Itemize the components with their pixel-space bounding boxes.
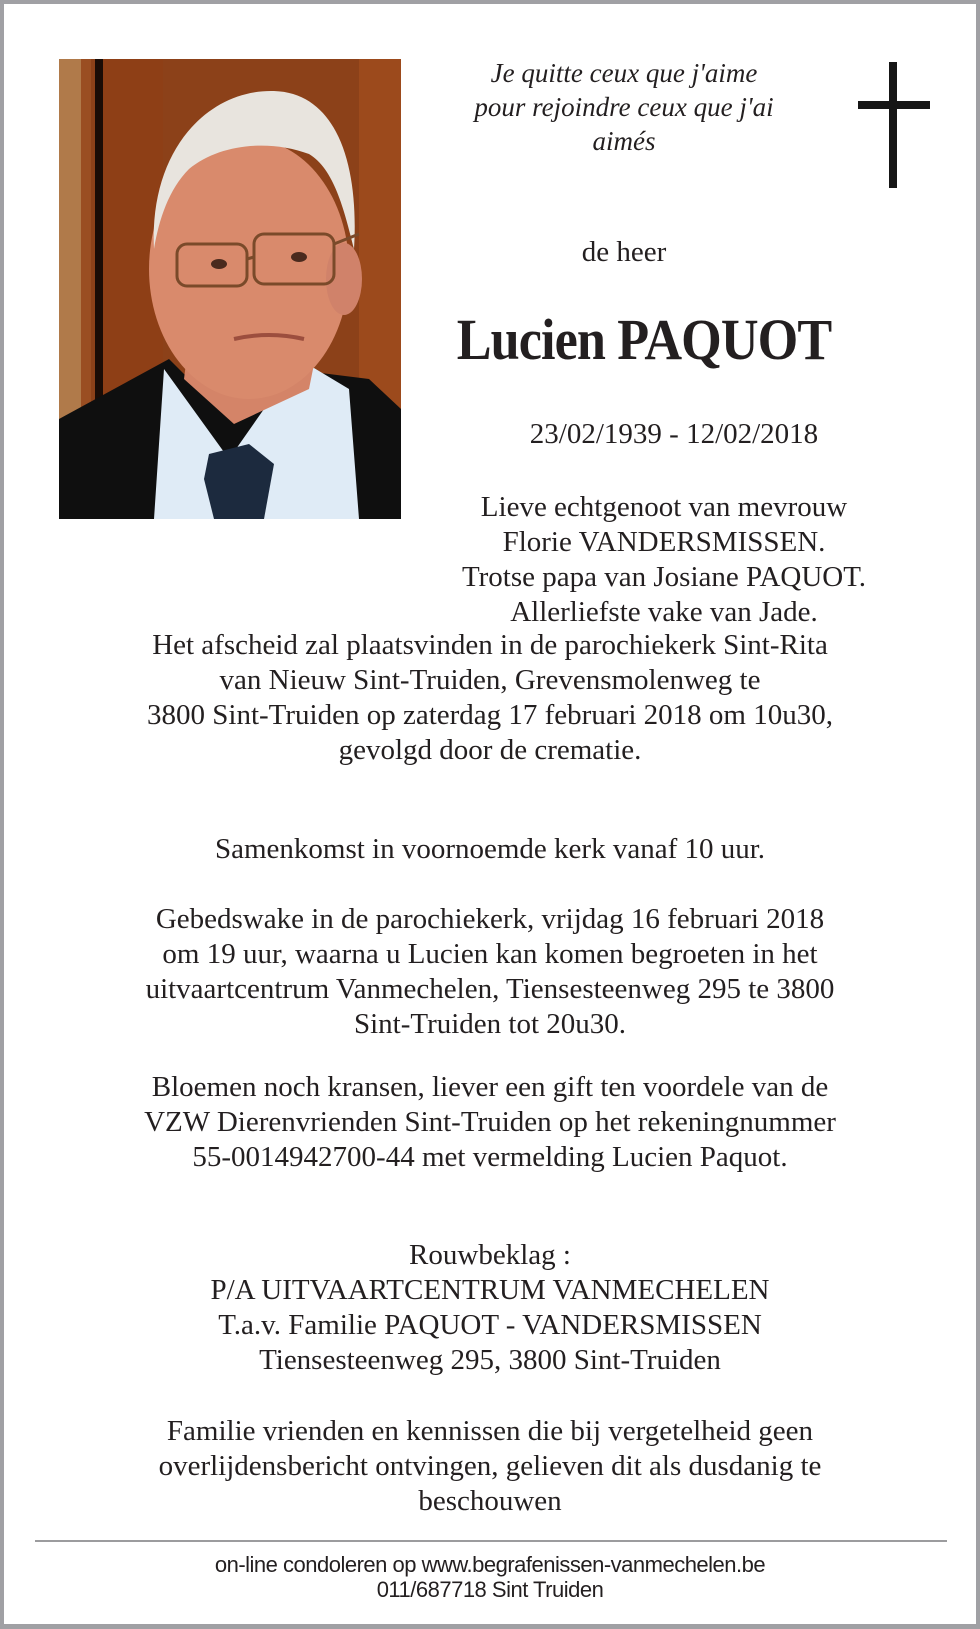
donation-paragraph	[34, 1070, 946, 1175]
notice-line: beschouwen	[418, 1485, 562, 1517]
address-line: T.a.v. Familie PAQUOT - VANDERSMISSEN	[218, 1309, 762, 1341]
address-line: Rouwbeklag :	[409, 1239, 571, 1271]
deceased-name: Lucien PAQUOT	[456, 307, 832, 372]
quote-line: Je quitte ceux que j'aime	[490, 58, 758, 88]
ceremony-line: Het afscheid zal plaatsvinden in de parochiekerk Sint-Rita	[152, 629, 828, 661]
phone-city: 011/687718 Sint Truiden	[376, 1577, 604, 1602]
online-condolence-link[interactable]: on-line condoleren op www.begrafenissen-vanmechelen.be	[214, 1552, 766, 1577]
portrait-photo	[59, 59, 401, 519]
donation-line: VZW Dierenvrienden Sint-Truiden op het rekeningnummer	[144, 1106, 836, 1138]
family-relations	[414, 490, 914, 630]
notice-paragraph	[34, 1414, 946, 1519]
life-dates: 23/02/1939 - 12/02/2018	[529, 418, 819, 450]
address-line: Tiensesteenweg 295, 3800 Sint-Truiden	[259, 1344, 721, 1376]
gathering-line: Samenkomst in voornoemde kerk vanaf 10 uur.	[214, 833, 766, 865]
vigil-line: Sint-Truiden tot 20u30.	[353, 1008, 627, 1040]
vigil-line: uitvaartcentrum Vanmechelen, Tiensesteenweg 295 te 3800	[145, 973, 835, 1005]
quote-line: aimés	[592, 126, 656, 156]
quote-line: pour rejoindre ceux que j'ai	[474, 92, 774, 122]
footer-divider	[35, 1540, 947, 1542]
honorific: de heer	[581, 236, 667, 268]
notice-line: overlijdensbericht ontvingen, gelieven dit als dusdanig te	[158, 1450, 822, 1482]
ceremony-line: 3800 Sint-Truiden op zaterdag 17 februari 2018 om 10u30,	[147, 699, 833, 731]
latin-cross-icon	[858, 62, 930, 188]
gathering-paragraph	[34, 832, 946, 867]
vigil-line: Gebedswake in de parochiekerk, vrijdag 16 februari 2018	[155, 903, 825, 935]
portrait-illustration	[59, 59, 401, 519]
family-line: Trotse papa van Josiane PAQUOT.	[461, 561, 867, 593]
family-line: Florie VANDERSMISSEN.	[502, 526, 826, 558]
vigil-paragraph	[34, 902, 946, 1042]
ceremony-line: van Nieuw Sint-Truiden, Grevensmolenweg te	[219, 664, 761, 696]
obituary-card	[4, 4, 976, 1624]
condolence-address	[34, 1238, 946, 1378]
ceremony-line: gevolgd door de crematie.	[338, 734, 642, 766]
donation-line: 55-0014942700-44 met vermelding Lucien Paquot.	[192, 1141, 788, 1173]
family-line: Allerliefste vake van Jade.	[510, 596, 818, 628]
notice-line: Familie vrienden en kennissen die bij vergetelheid geen	[166, 1415, 814, 1447]
family-line: Lieve echtgenoot van mevrouw	[480, 491, 848, 523]
address-line: P/A UITVAARTCENTRUM VANMECHELEN	[210, 1274, 770, 1306]
vigil-line: om 19 uur, waarna u Lucien kan komen begroeten in het	[162, 938, 818, 970]
donation-line: Bloemen noch kransen, liever een gift ten voordele van de	[151, 1071, 829, 1103]
epitaph-quote	[424, 56, 824, 158]
footer	[34, 1552, 946, 1602]
ceremony-paragraph	[34, 628, 946, 768]
